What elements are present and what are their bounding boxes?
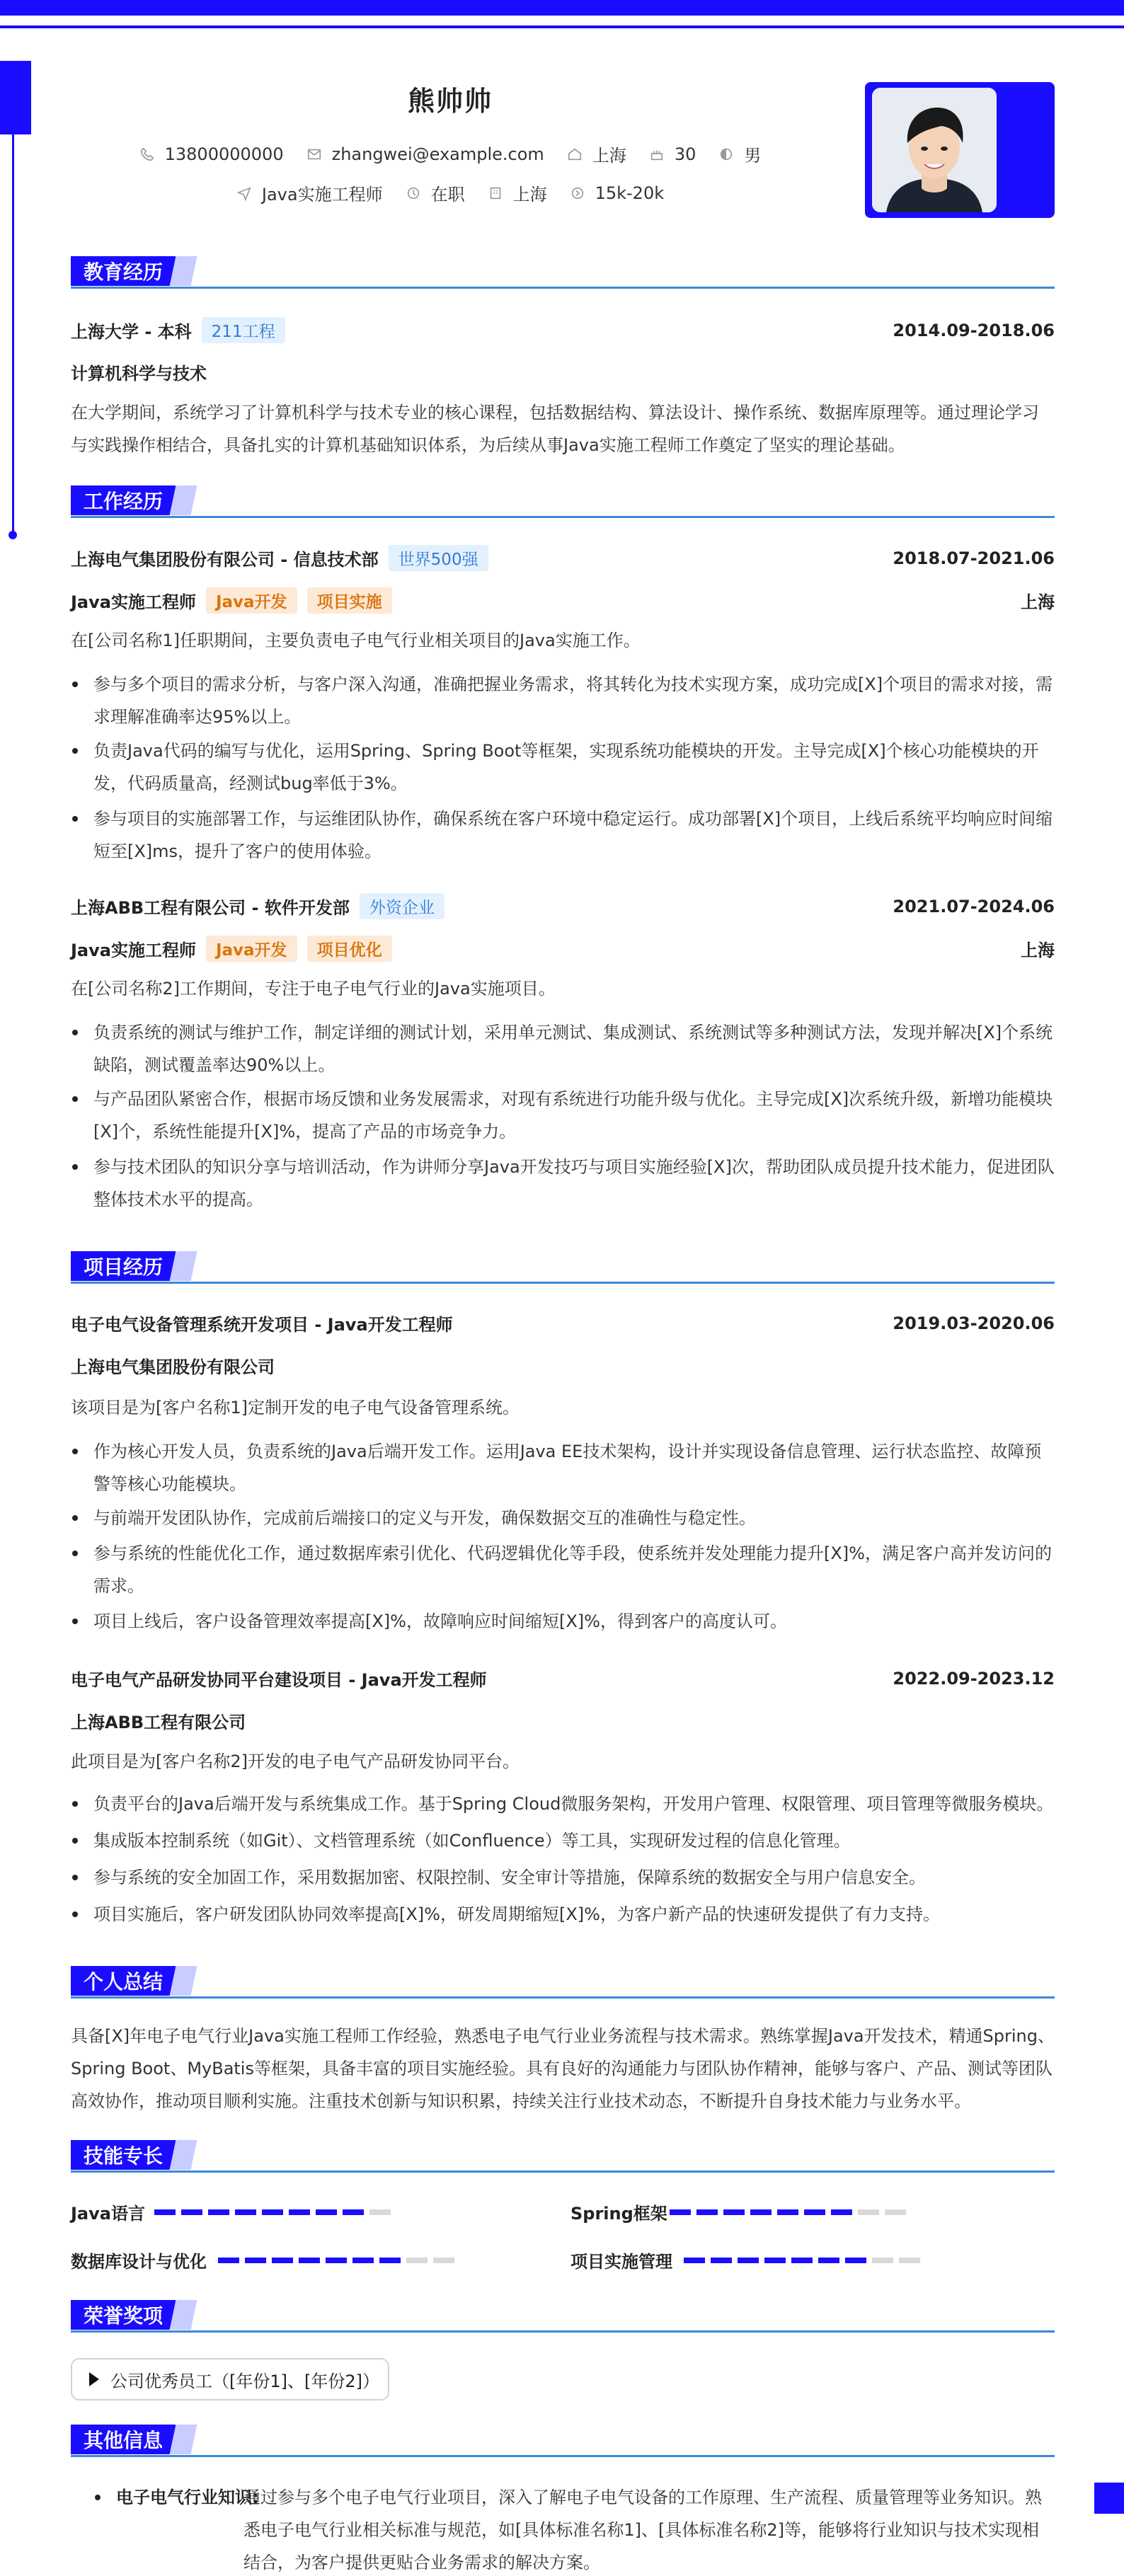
- skill-segment-filled: [845, 2258, 866, 2263]
- education-date: 2014.09-2018.06: [893, 320, 1055, 340]
- skill-level-bar: [154, 2209, 396, 2215]
- skill-segment-filled: [379, 2258, 401, 2263]
- project-bullet: 项目上线后，客户设备管理效率提高[X]%，故障响应时间缩短[X]%，得到客户的高度认可。: [71, 1605, 1055, 1638]
- gender-text: 男: [744, 146, 762, 166]
- skill-segment-filled: [218, 2258, 239, 2263]
- email-item: [306, 144, 544, 164]
- work-tag: 项目实施: [307, 587, 392, 614]
- project-bullet: 参与系统的性能优化工作，通过数据库索引优化、代码逻辑优化等手段，使系统并发处理能力提升[X]%，满足客户高并发访问的需求。: [71, 1537, 1055, 1602]
- section-work: [71, 485, 1055, 518]
- skill-segment-filled: [289, 2209, 310, 2215]
- section-rule: [71, 287, 1055, 289]
- send-icon: [236, 185, 252, 201]
- city-text: 上海: [592, 146, 626, 166]
- status-icon: [406, 185, 421, 201]
- section-rule: [71, 2170, 1055, 2173]
- skill-segment-filled: [750, 2209, 772, 2215]
- skill-segment-filled: [181, 2209, 202, 2215]
- education-header: [71, 317, 1055, 343]
- section-rule: [71, 2330, 1055, 2333]
- project-company-row: [71, 1353, 1055, 1378]
- work-title: Java实施工程师: [71, 941, 196, 960]
- gender-icon: [718, 146, 734, 162]
- skill-name: 数据库设计与优化: [71, 2252, 207, 2272]
- skill-level-bar: [670, 2209, 912, 2215]
- skill-segment-filled: [670, 2209, 691, 2215]
- section-title: 个人总结: [71, 1966, 176, 1996]
- skill-segment-filled: [684, 2258, 705, 2263]
- education-description: 在大学期间，系统学习了计算机科学与技术专业的核心课程，包括数据结构、算法设计、操作系统、数据库原理等。通过理论学习与实践操作相结合，具备扎实的计算机基础知识体系，为后续从事Java实施工程师工作奠定了坚实的理论基础。: [71, 403, 1039, 455]
- salary-text: 15k-20k: [595, 183, 665, 203]
- section-title: 教育经历: [71, 256, 176, 286]
- photo-frame: [865, 82, 1055, 218]
- work-tag: Java开发: [206, 587, 297, 614]
- work-date: 2021.07-2024.06: [893, 896, 1055, 916]
- work-intro: 在[公司名称1]任职期间，主要负责电子电气行业相关项目的Java实施工作。: [71, 631, 641, 650]
- project-name: 电子电气设备管理系统开发项目 - Java开发工程师: [71, 1315, 453, 1335]
- section-rule: [71, 2455, 1055, 2457]
- top-accent-line: [0, 25, 1124, 28]
- skill-segment-filled: [272, 2258, 293, 2263]
- intent-row: [0, 180, 900, 205]
- section-skills: [71, 2140, 1055, 2173]
- expand-triangle-icon: [89, 2372, 99, 2386]
- section-title: 荣誉奖项: [71, 2300, 176, 2330]
- project-bullet: 项目实施后，客户研发团队协同效率提高[X]%，研发周期缩短[X]%，为客户新产品的快速研发提供了有力支持。: [71, 1898, 1055, 1931]
- skill-segment-empty: [406, 2258, 428, 2263]
- job-target-text: Java实施工程师: [261, 185, 383, 205]
- skill-segment-empty: [885, 2209, 906, 2215]
- work-tag: 项目优化: [307, 936, 392, 962]
- skill-segment-empty: [872, 2258, 893, 2263]
- work-bullet: 与产品团队紧密合作，根据市场反馈和业务发展需求，对现有系统进行功能升级与优化。主导完成[X]次系统升级，新增功能模块[X]个，系统性能提升[X]%，提高了产品的市场竞争力。: [71, 1083, 1055, 1148]
- work-bullet: 负责系统的测试与维护工作，制定详细的测试计划，采用单元测试、集成测试、系统测试等多种测试方法，发现并解决[X]个系统缺陷，测试覆盖率达90%以上。: [71, 1016, 1055, 1081]
- project-bullet: 作为核心开发人员，负责系统的Java后端开发工作。运用Java EE技术架构，设计并实现设备信息管理、运行状态监控、故障预警等核心功能模块。: [71, 1435, 1055, 1500]
- mail-icon: [306, 146, 322, 162]
- skill-segment-filled: [343, 2209, 364, 2215]
- work-intro: 在[公司名称2]工作期间，专注于电子电气行业的Java实施项目。: [71, 979, 556, 999]
- project-intro: 该项目是为[客户名称1]定制开发的电子电气设备管理系统。: [71, 1398, 520, 1418]
- section-other: [71, 2425, 1055, 2457]
- status-item: [406, 180, 465, 205]
- work-title-row: [71, 936, 1055, 962]
- city-item: [567, 142, 626, 166]
- project-date: 2022.09-2023.12: [893, 1668, 1055, 1689]
- project-intro: 此项目是为[客户名称2]开发的电子电气产品研发协同平台。: [71, 1752, 520, 1771]
- skill-name: 项目实施管理: [570, 2252, 672, 2272]
- skill-segment-empty: [899, 2258, 920, 2263]
- profile-photo: [872, 88, 997, 212]
- skill-segment-empty: [858, 2209, 879, 2215]
- project-bullet: 负责平台的Java后端开发与系统集成工作。基于Spring Cloud微服务架构，开发用户管理、权限管理、项目管理等微服务模块。: [71, 1788, 1055, 1820]
- gender-item: [718, 142, 761, 166]
- skill-segment-filled: [262, 2209, 283, 2215]
- project-header: [71, 1311, 1055, 1335]
- section-awards: [71, 2300, 1055, 2333]
- phone-item: [139, 144, 284, 164]
- summary-text: 具备[X]年电子电气行业Java实施工程师工作经验，熟悉电子电气行业业务流程与技术需求。熟练掌握Java开发技术，精通Spring、Spring Boot、MyBatis等框架，具备丰富的项目实施经验。具有良好的沟通能力与团队协作精神，能够与客户、产品、测试等团队高效协作，推动项目顺利实施。注重技术创新与知识积累，持续关注行业技术动态，不断提升自身技术能力与业务水平。: [71, 2026, 1055, 2111]
- education-major: 计算机科学与技术: [71, 364, 207, 384]
- award-item[interactable]: [71, 2358, 389, 2400]
- skill-level-bar: [684, 2258, 926, 2263]
- work-bullet: 参与项目的实施部署工作，与运维团队协作，确保系统在客户环境中稳定运行。成功部署[X]个项目，上线后系统平均响应时间缩短至[X]ms，提升了客户的使用体验。: [71, 803, 1055, 868]
- project-company-row: [71, 1708, 1055, 1733]
- company-badge: 外资企业: [360, 893, 445, 919]
- phone-text: 13800000000: [164, 144, 284, 164]
- email-text: zhangwei@example.com: [331, 144, 544, 164]
- award-text: 公司优秀员工（[年份1]、[年份2]）: [110, 2371, 379, 2391]
- target-city-text: 上海: [512, 185, 547, 205]
- work-company: 上海ABB工程有限公司 - 软件开发部: [71, 898, 350, 918]
- project-company: 上海电气集团股份有限公司: [71, 1357, 275, 1377]
- work-title: Java实施工程师: [71, 592, 196, 612]
- skill-level-bar: [218, 2258, 460, 2263]
- work-date: 2018.07-2021.06: [893, 548, 1055, 568]
- section-title: 项目经历: [71, 1251, 176, 1281]
- project-name: 电子电气产品研发协同平台建设项目 - Java开发工程师: [71, 1670, 487, 1690]
- skill-segment-filled: [723, 2209, 745, 2215]
- skill-segment-filled: [696, 2209, 718, 2215]
- building-icon: [488, 185, 503, 201]
- skill-segment-filled: [738, 2258, 759, 2263]
- job-target-item: [236, 180, 383, 205]
- project-bullet: 集成版本控制系统（如Git）、文档管理系统（如Confluence）等工具，实现研发过程的信息化管理。: [71, 1824, 1055, 1857]
- other-info-label: 电子电气行业知识:: [116, 2488, 259, 2507]
- top-accent-bar: [0, 0, 1124, 16]
- project-bullet: 与前端开发团队协作，完成前后端接口的定义与开发，确保数据交互的准确性与稳定性。: [71, 1502, 1055, 1534]
- age-item: [649, 144, 696, 164]
- candidate-name: 熊帅帅: [407, 86, 493, 117]
- skill-segment-empty: [433, 2258, 454, 2263]
- skill-segment-filled: [326, 2258, 347, 2263]
- section-title: 其他信息: [71, 2425, 176, 2454]
- skill-segment-filled: [831, 2209, 852, 2215]
- work-bullet: 负责Java代码的编写与优化，运用Spring、Spring Boot等框架，实现系统功能模块的开发。主导完成[X]个核心功能模块的开发，代码质量高，经测试bug率低于3%。: [71, 735, 1055, 800]
- section-rule: [71, 516, 1055, 518]
- section-rule: [71, 1996, 1055, 1999]
- section-title: 技能专长: [71, 2140, 176, 2170]
- skill-name: Spring框架: [570, 2204, 667, 2224]
- project-header: [71, 1666, 1055, 1691]
- school-name: 上海大学 - 本科: [71, 322, 192, 342]
- right-accent-block: [1094, 2483, 1124, 2514]
- skill-segment-filled: [711, 2258, 732, 2263]
- skill-segment-filled: [791, 2258, 813, 2263]
- other-info-text: 通过参与多个电子电气行业项目，深入了解电子电气设备的工作原理、生产流程、质量管理等业务知识。熟悉电子电气行业相关标准与规范，如[具体标准名称1]、[具体标准名称2]等，能够将行业知识与技术实现相结合，为客户提供更贴合业务需求的解决方案。: [243, 2488, 1042, 2572]
- work-header: [71, 893, 1055, 919]
- skill-segment-filled: [316, 2209, 337, 2215]
- education-major-row: [71, 360, 1055, 384]
- section-project: [71, 1251, 1055, 1284]
- skill-segment-filled: [154, 2209, 176, 2215]
- work-title-row: [71, 587, 1055, 614]
- company-badge: 世界500强: [389, 545, 488, 571]
- salary-item: [570, 183, 665, 203]
- status-text: 在职: [430, 185, 465, 205]
- skill-name: Java语言: [71, 2204, 145, 2224]
- skill-segment-filled: [818, 2258, 839, 2263]
- work-company: 上海电气集团股份有限公司 - 信息技术部: [71, 550, 379, 570]
- work-bullet: 参与技术团队的知识分享与培训活动，作为讲师分享Java开发技巧与项目实施经验[X]次，帮助团队成员提升技术能力，促进团队整体技术水平的提高。: [71, 1151, 1055, 1216]
- skill-segment-filled: [245, 2258, 266, 2263]
- section-education: [71, 256, 1055, 289]
- bullet-dot: [95, 2495, 101, 2500]
- contact-row: [0, 142, 900, 166]
- skill-segment-filled: [777, 2209, 798, 2215]
- other-info-item: [71, 2481, 1055, 2576]
- left-accent-dot: [8, 531, 17, 539]
- work-bullet: 参与多个项目的需求分析，与客户深入沟通，准确把握业务需求，将其转化为技术实现方案，成功完成[X]个项目的需求对接，需求理解准确率达95%以上。: [71, 668, 1055, 733]
- section-rule: [71, 1282, 1055, 1284]
- skill-segment-filled: [764, 2258, 786, 2263]
- project-date: 2019.03-2020.06: [893, 1313, 1055, 1333]
- section-summary: [71, 1966, 1055, 1999]
- phone-icon: [139, 146, 155, 162]
- skill-segment-filled: [208, 2209, 229, 2215]
- section-title: 工作经历: [71, 485, 176, 515]
- skill-segment-filled: [299, 2258, 320, 2263]
- salary-icon: [570, 185, 585, 201]
- project-company: 上海ABB工程有限公司: [71, 1713, 246, 1732]
- age-text: 30: [674, 144, 696, 164]
- skill-segment-empty: [369, 2209, 391, 2215]
- work-tag: Java开发: [206, 936, 297, 962]
- home-icon: [567, 146, 583, 162]
- work-city: 上海: [1021, 941, 1055, 960]
- school-badge: 211工程: [202, 317, 285, 343]
- skill-segment-filled: [804, 2209, 825, 2215]
- work-header: [71, 545, 1055, 571]
- target-city-item: [488, 180, 547, 205]
- skill-segment-filled: [235, 2209, 256, 2215]
- work-city: 上海: [1021, 592, 1055, 612]
- project-bullet: 参与系统的安全加固工作，采用数据加密、权限控制、安全审计等措施，保障系统的数据安全与用户信息安全。: [71, 1861, 1055, 1894]
- skill-segment-filled: [352, 2258, 374, 2263]
- cake-icon: [649, 146, 665, 162]
